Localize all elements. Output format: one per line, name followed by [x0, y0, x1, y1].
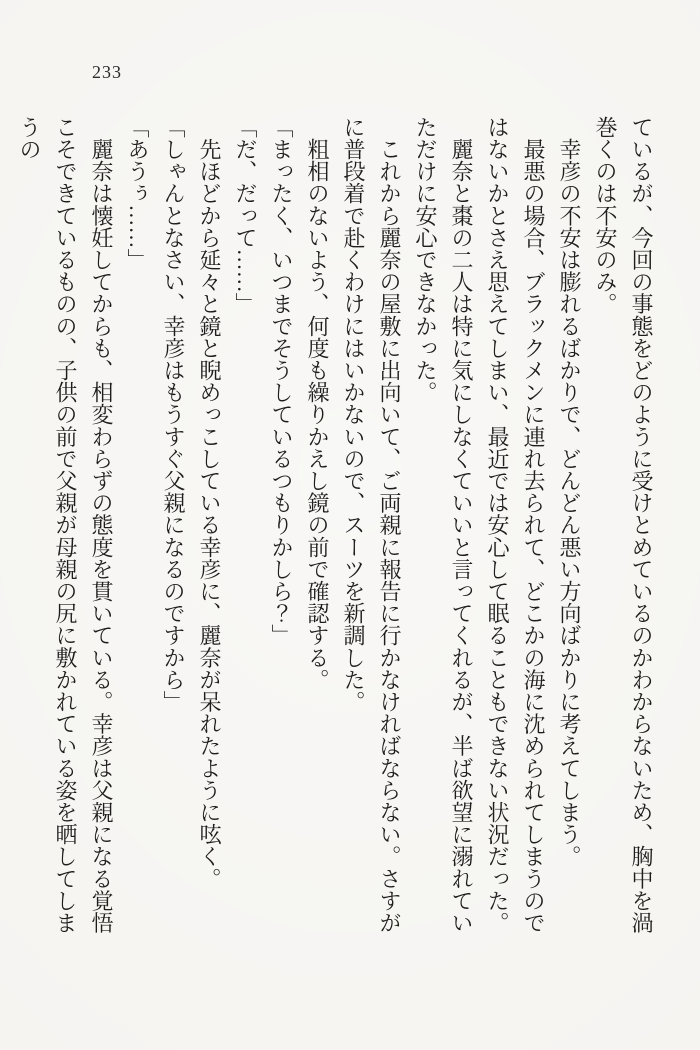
paragraph: 粗相のないよう、何度も繰りかえし鏡の前で確認する。 — [305, 116, 330, 691]
paragraph: ているが、今回の事態をどのように受けとめているのかわからないため、胸中を渦巻くのは不安のみ。 — [593, 116, 654, 934]
paragraph-dialogue: 「まったく、いつまでそうしているつもりかしら？」 — [269, 116, 294, 647]
paragraph: これから麗奈の屋敷に出向いて、ご両親に報告に行かなければならない。さすがに普段着で赴くわけにはいかないので、スーツを新調した。 — [341, 116, 402, 934]
paragraph-dialogue: 「しゃんとなさい、幸彦はもうすぐ父親になるのですから」 — [161, 116, 186, 713]
paragraph: 先ほどから延々と鏡と睨めっこしている幸彦に、麗奈が呆れたように呟く。 — [197, 116, 222, 890]
paragraph: 麗奈と棗の二人は特に気にしなくていいと言ってくれるが、半ば欲望に溺れていただけに安心できなかった。 — [413, 116, 474, 934]
paragraph: 最悪の場合、ブラックメンに連れ去られて、どこかの海に沈められてしまうのではないかとさえ思えてしまい、最近では安心して眠ることもできない状況だった。 — [485, 116, 546, 934]
page-number: 233 — [92, 62, 122, 82]
text-block — [17, 116, 659, 953]
paragraph: 麗奈は懐妊してからも、相変わらずの態度を貫いている。幸彦は父親になる覚悟こそできているものの、子供の前で父親が母親の尻に敷かれている姿を晒してしまうの — [17, 116, 114, 934]
paragraph-dialogue: 「だ、だって……」 — [233, 116, 258, 315]
paragraph: 幸彦の不安は膨れるばかりで、どんどん悪い方向ばかりに考えてしまう。 — [557, 116, 582, 868]
paragraph-dialogue: 「あうぅ……」 — [125, 116, 150, 271]
